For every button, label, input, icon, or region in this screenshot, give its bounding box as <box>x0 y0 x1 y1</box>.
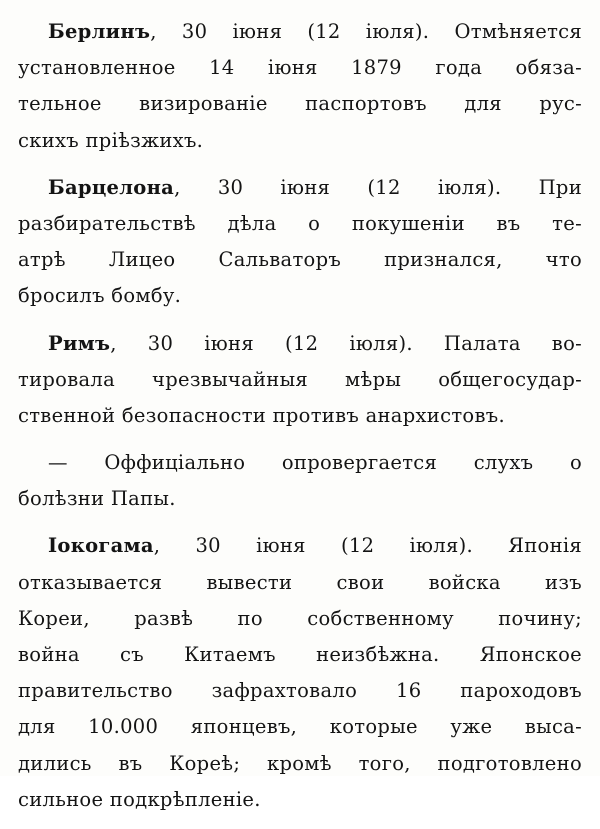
text-line: сильное подкрѣпленiе. <box>18 787 261 811</box>
text-line: Берлинъ, 30 iюня (12 iюля). Отмѣняется <box>48 20 582 43</box>
news-column <box>18 14 582 829</box>
text-line: — Оффицiально опровергается слухъ о <box>48 451 582 475</box>
text-line: атрѣ Лицео Сальваторъ призналcя, что <box>18 248 582 272</box>
news-item-yokohama <box>18 528 582 818</box>
place-name: Берлинъ <box>48 20 151 43</box>
text-line: для 10.000 японцевъ, которые уже выса- <box>18 715 582 739</box>
text-line: Римъ, 30 iюня (12 iюля). Палата во- <box>48 331 582 355</box>
text-line: болѣзни Папы. <box>18 487 176 511</box>
news-item-berlin <box>18 14 582 159</box>
text-line: война съ Китаемъ неизбѣжна. Японское <box>18 643 582 666</box>
text-line: Кореи, развѣ по собственному почину; <box>18 606 582 630</box>
news-item-pope <box>18 445 582 517</box>
text-line: бросилъ бомбу. <box>18 284 182 308</box>
text-line: тировала чрезвычайныя мѣры общегосудар- <box>18 367 582 391</box>
text-line: отказывается вывести свои войска изъ <box>18 570 582 594</box>
place-name: Римъ <box>48 331 111 355</box>
text-line: установленное 14 iюня 1879 года обяза- <box>18 56 582 80</box>
text-line: разбирательствѣ дѣла о покушенiи въ те- <box>18 211 582 235</box>
text-line: скихъ прiѣзжихъ. <box>18 128 204 152</box>
text-line: Барцелона, 30 iюня (12 iюля). При <box>48 175 582 199</box>
place-name: Iокогама <box>48 534 154 558</box>
place-name: Барцелона <box>48 175 175 199</box>
text-line: Iокогама, 30 iюня (12 iюля). Японiя <box>48 534 582 558</box>
text-line: дились въ Кореѣ; кромѣ того, подготовлено <box>18 751 582 775</box>
text-line: правительство зафрахтовало 16 пароходовъ <box>18 679 582 703</box>
news-item-barcelona <box>18 170 582 315</box>
news-item-rome <box>18 326 582 435</box>
text-line: тельное визированiе паспортовъ для рус- <box>18 92 582 116</box>
text-line: ственной безопасности противъ анархистовъ. <box>18 403 505 427</box>
